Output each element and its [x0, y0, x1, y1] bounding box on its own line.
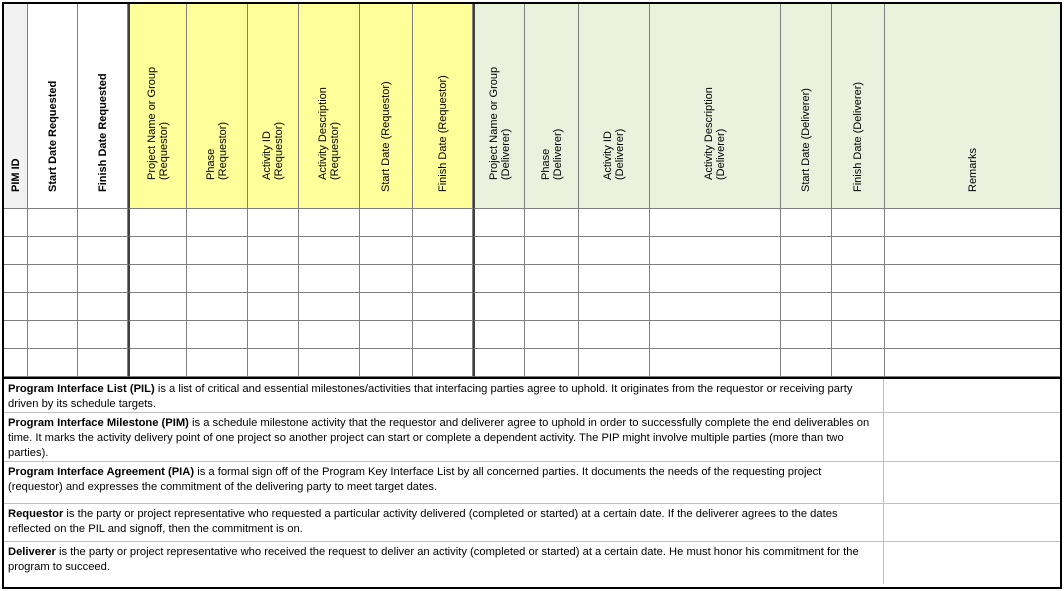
definition-deliverer: [4, 542, 1060, 584]
table-cell[interactable]: [128, 349, 187, 377]
header-project-deliverer[interactable]: [473, 4, 525, 209]
table-cell[interactable]: [579, 293, 650, 321]
header-label: Activity Description (Requestor): [317, 87, 341, 180]
table-cell[interactable]: [579, 349, 650, 377]
table-cell[interactable]: [832, 237, 885, 265]
table-cell[interactable]: [525, 237, 579, 265]
table-cell[interactable]: [473, 237, 525, 265]
table-cell[interactable]: [781, 349, 832, 377]
definition-body: is a schedule milestone activity that the requestor and deliverer agree to uphold in order to successfully complete the end deliverables on time. It marks the activity delivery point of one project so another project can start or complete a dependent activity. The PIP might involve multiple parties (more than two parties).: [8, 417, 870, 459]
table-cell[interactable]: [4, 265, 28, 293]
header-phase-deliverer[interactable]: [525, 4, 579, 209]
table-cell[interactable]: [650, 209, 781, 237]
table-cell[interactable]: [187, 321, 248, 349]
header-label: Finish Date (Deliverer): [852, 81, 864, 192]
table-cell[interactable]: [579, 209, 650, 237]
table-cell[interactable]: [525, 265, 579, 293]
definitions: [4, 377, 1060, 584]
definition-body: is the party or project representative who requested a particular activity delivered (completed or started) at a certain date. If the deliverer agrees to the dates reflected on the PIL and signoff, then the commitment is on.: [8, 508, 838, 535]
header-row: [4, 4, 1060, 209]
table-cell[interactable]: [525, 349, 579, 377]
definition-text: [4, 462, 884, 503]
table-cell[interactable]: [473, 293, 525, 321]
header-label: Project Name or Group (Deliverer): [487, 66, 512, 180]
header-start-date-deliverer[interactable]: [781, 4, 832, 209]
header-start-date-requested[interactable]: [28, 4, 78, 209]
table-cell[interactable]: [4, 321, 28, 349]
table-cell[interactable]: [473, 209, 525, 237]
header-label: Activity Description (Deliverer): [703, 87, 727, 180]
header-finish-date-deliverer[interactable]: [832, 4, 885, 209]
table-cell[interactable]: [579, 265, 650, 293]
table-cell[interactable]: [78, 293, 128, 321]
table-cell[interactable]: [4, 237, 28, 265]
header-activity-desc-requestor[interactable]: [299, 4, 360, 209]
table-row: [4, 321, 1060, 349]
table-cell[interactable]: [78, 209, 128, 237]
table-cell[interactable]: [248, 237, 299, 265]
table-cell[interactable]: [248, 321, 299, 349]
header-label: Phase (Requestor): [205, 121, 229, 180]
table-cell[interactable]: [28, 293, 78, 321]
table-cell[interactable]: [299, 209, 360, 237]
table-cell[interactable]: [525, 321, 579, 349]
table-cell[interactable]: [28, 321, 78, 349]
header-label: PIM ID: [9, 158, 22, 192]
table-cell[interactable]: [650, 321, 781, 349]
table-cell[interactable]: [187, 237, 248, 265]
table-cell[interactable]: [187, 293, 248, 321]
table-cell[interactable]: [4, 209, 28, 237]
table-cell[interactable]: [128, 321, 187, 349]
table-cell[interactable]: [248, 209, 299, 237]
table-cell[interactable]: [473, 349, 525, 377]
table-row: [4, 237, 1060, 265]
table-cell[interactable]: [128, 209, 187, 237]
table-cell[interactable]: [473, 265, 525, 293]
table-cell[interactable]: [579, 237, 650, 265]
table-cell[interactable]: [832, 293, 885, 321]
header-label: Project Name or Group (Requestor): [146, 66, 170, 180]
table-cell[interactable]: [299, 293, 360, 321]
table-cell[interactable]: [579, 321, 650, 349]
definition-body: is a list of critical and essential milestones/activities that interfacing parties agree to uphold. It originates from the requestor or receiving party driven by its schedule targets.: [8, 383, 853, 410]
table-cell[interactable]: [299, 265, 360, 293]
table-cell[interactable]: [650, 237, 781, 265]
table-cell[interactable]: [413, 209, 473, 237]
table-cell[interactable]: [28, 349, 78, 377]
header-label: Start Date (Requestor): [380, 81, 392, 192]
table-cell[interactable]: [413, 237, 473, 265]
table-cell[interactable]: [78, 237, 128, 265]
table-cell[interactable]: [413, 293, 473, 321]
definition-text: [4, 379, 884, 412]
definition-term: Program Interface Milestone (PIM): [8, 417, 189, 429]
header-label: Start Date Requested: [46, 80, 59, 192]
definition-text: [4, 542, 884, 584]
pil-table: [2, 2, 1062, 589]
table-cell[interactable]: [78, 321, 128, 349]
header-remarks[interactable]: [885, 4, 1060, 209]
table-cell[interactable]: [885, 293, 1060, 321]
table-cell[interactable]: [781, 293, 832, 321]
table-cell[interactable]: [187, 265, 248, 293]
header-finish-date-requested[interactable]: [78, 4, 128, 209]
table-cell[interactable]: [413, 349, 473, 377]
table-cell[interactable]: [4, 293, 28, 321]
table-cell[interactable]: [128, 293, 187, 321]
table-cell[interactable]: [28, 237, 78, 265]
table-cell[interactable]: [4, 349, 28, 377]
definition-body: is a formal sign off of the Program Key Interface List by all concerned parties. It documents the needs of the requesting project (requestor) and expresses the commitment of the delivering party to meet target dates.: [8, 466, 822, 493]
header-start-date-requestor[interactable]: [360, 4, 413, 209]
table-cell[interactable]: [525, 209, 579, 237]
definition-pia: [4, 462, 1060, 504]
header-label: Activity ID (Deliverer): [602, 128, 626, 180]
header-activity-id-deliverer[interactable]: [579, 4, 650, 209]
table-cell[interactable]: [832, 321, 885, 349]
data-rows: [4, 209, 1060, 377]
table-cell[interactable]: [360, 321, 413, 349]
table-cell[interactable]: [413, 265, 473, 293]
table-cell[interactable]: [248, 349, 299, 377]
table-cell[interactable]: [473, 321, 525, 349]
table-cell[interactable]: [360, 293, 413, 321]
table-cell[interactable]: [78, 349, 128, 377]
definition-requestor: [4, 504, 1060, 542]
definition-term: Program Interface List (PIL): [8, 383, 155, 395]
table-cell[interactable]: [28, 265, 78, 293]
header-label: Finish Date (Requestor): [436, 75, 449, 192]
definition-pil: [4, 379, 1060, 413]
table-cell[interactable]: [299, 237, 360, 265]
header-pim-id[interactable]: [4, 4, 28, 209]
table-cell[interactable]: [248, 265, 299, 293]
table-cell[interactable]: [832, 209, 885, 237]
table-cell[interactable]: [832, 349, 885, 377]
definition-pim: [4, 413, 1060, 462]
table-cell[interactable]: [78, 265, 128, 293]
header-finish-date-requestor[interactable]: [413, 4, 473, 209]
table-cell[interactable]: [781, 265, 832, 293]
table-cell[interactable]: [248, 293, 299, 321]
table-cell[interactable]: [781, 237, 832, 265]
table-cell[interactable]: [885, 321, 1060, 349]
table-cell[interactable]: [413, 321, 473, 349]
table-cell[interactable]: [650, 265, 781, 293]
table-cell[interactable]: [832, 265, 885, 293]
table-cell[interactable]: [885, 237, 1060, 265]
table-cell[interactable]: [128, 237, 187, 265]
header-label: Start Date (Deliverer): [800, 88, 812, 192]
definition-term: Deliverer: [8, 546, 56, 558]
definition-text: [4, 413, 884, 461]
table-row: [4, 293, 1060, 321]
table-cell[interactable]: [360, 209, 413, 237]
definition-text: [4, 504, 884, 541]
header-label: Remarks: [966, 147, 979, 192]
table-cell[interactable]: [28, 209, 78, 237]
header-label: Activity ID (Requestor): [261, 121, 285, 180]
header-activity-desc-deliverer[interactable]: [650, 4, 781, 209]
table-cell[interactable]: [299, 321, 360, 349]
definition-term: Requestor: [8, 508, 64, 520]
definition-term: Program Interface Agreement (PIA): [8, 466, 195, 478]
header-phase-requestor[interactable]: [187, 4, 248, 209]
header-label: Finish Date Requested: [96, 73, 109, 192]
table-cell[interactable]: [885, 209, 1060, 237]
table-cell[interactable]: [299, 349, 360, 377]
definition-body: is the party or project representative who received the request to deliver an activity (completed or started) at a certain date. He must honor his commitment for the program to succeed.: [8, 546, 859, 573]
header-label: Phase (Deliverer): [539, 128, 564, 180]
table-row: [4, 349, 1060, 377]
table-cell[interactable]: [360, 265, 413, 293]
table-cell[interactable]: [525, 293, 579, 321]
header-project-requestor[interactable]: [128, 4, 187, 209]
table-cell[interactable]: [781, 321, 832, 349]
table-cell[interactable]: [360, 237, 413, 265]
table-cell[interactable]: [650, 293, 781, 321]
table-cell[interactable]: [187, 349, 248, 377]
table-cell[interactable]: [781, 209, 832, 237]
table-cell[interactable]: [360, 349, 413, 377]
table-row: [4, 265, 1060, 293]
table-cell[interactable]: [885, 265, 1060, 293]
header-activity-id-requestor[interactable]: [248, 4, 299, 209]
table-cell[interactable]: [187, 209, 248, 237]
table-cell[interactable]: [885, 349, 1060, 377]
table-cell[interactable]: [650, 349, 781, 377]
table-row: [4, 209, 1060, 237]
table-cell[interactable]: [128, 265, 187, 293]
